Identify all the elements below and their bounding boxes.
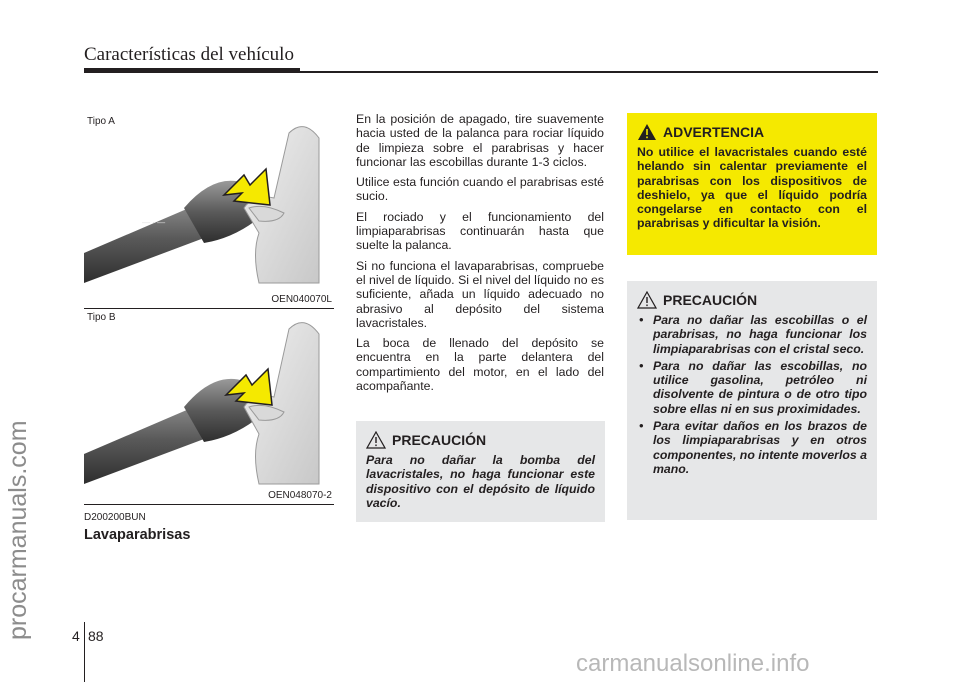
caution-list-item: • Para evitar daños en los brazos de los limpiaparabrisas y en otros componentes, no intente moverlos a mano. — [637, 419, 867, 476]
warning-title — [637, 123, 867, 141]
body-paragraph: En la posición de apagado, tire suavemente hacia usted de la palanca para rociar líquido de limpieza sobre el parabrisas y hacer funcionar las escobillas durante 1-3 ciclos. — [356, 112, 604, 169]
caution-list — [637, 313, 867, 476]
section-heading: Lavaparabrisas — [84, 527, 191, 543]
body-paragraph: El rociado y el funcionamiento del limpiaparabrisas continuarán hasta que suelte la palanca. — [356, 209, 604, 253]
caution-title-text: PRECAUCIÓN — [663, 292, 758, 308]
caution-title — [637, 291, 867, 309]
page-number: 88 — [88, 628, 104, 644]
svg-text:— · —: — · — — [142, 218, 166, 227]
section-code: D200200BUN — [84, 512, 146, 523]
wiper-stalk-illustration-b — [84, 309, 334, 489]
caution-triangle-icon — [366, 431, 386, 449]
watermark-side: procarmanuals.com — [4, 420, 32, 640]
figure-bottom-rule — [84, 504, 334, 505]
figure-a-code: OEN040070L — [271, 294, 332, 305]
caution-title-text: PRECAUCIÓN — [392, 432, 487, 448]
caution-text: Para no dañar la bomba del lavacristales, no haga funcionar este dispositivo con el depósito de líquido vacío. — [366, 453, 595, 510]
wiper-stalk-illustration-a — [84, 113, 334, 293]
page-number-divider — [84, 622, 85, 682]
warning-triangle-icon — [637, 123, 657, 141]
warning-box — [627, 113, 877, 255]
body-paragraph: Si no funciona el lavaparabrisas, compruebe el nivel de líquido. Si el nivel del líquido no es suficiente, añada un líquido adecuado no abrasivo al depósito del sistema lavacristales. — [356, 258, 604, 330]
caution-box-wipers — [627, 281, 877, 520]
warning-text: No utilice el lavacristales cuando esté helando sin calentar previamente el parabrisas con los dispositivos de deshielo, ya que el líquido podría congelarse en contacto con el parabrisas y dificultar la visión. — [637, 145, 867, 231]
figure-b-code: OEN048070-2 — [268, 490, 332, 501]
caution-list-item: • Para no dañar las escobillas, no utilice gasolina, petróleo ni disolvente de pintura o de otro tipo sobre ellas ni en sus proximidades. — [637, 359, 867, 416]
warning-title-text: ADVERTENCIA — [663, 124, 765, 140]
figure-a-label: Tipo A — [87, 116, 115, 127]
figure-b-label: Tipo B — [87, 312, 116, 323]
figure-tipo-a — [84, 113, 334, 305]
page-header-title: Características del vehículo — [84, 44, 294, 65]
body-text — [356, 112, 604, 399]
body-paragraph: La boca de llenado del depósito se encuentra en la parte delantera del compartimiento del motor, en el lado del acompañante. — [356, 336, 604, 394]
caution-list-item: • Para no dañar las escobillas o el parabrisas, no haga funcionar los limpiaparabrisas con el cristal seco. — [637, 313, 867, 356]
caution-title — [366, 431, 595, 449]
figure-tipo-b — [84, 309, 334, 501]
body-paragraph: Utilice esta función cuando el parabrisas esté sucio. — [356, 175, 604, 204]
header-rule-thin — [84, 71, 878, 73]
chapter-number: 4 — [72, 628, 80, 644]
watermark-bottom: carmanualsonline.info — [576, 650, 810, 677]
caution-box-pump — [356, 421, 605, 522]
caution-triangle-icon — [637, 291, 657, 309]
